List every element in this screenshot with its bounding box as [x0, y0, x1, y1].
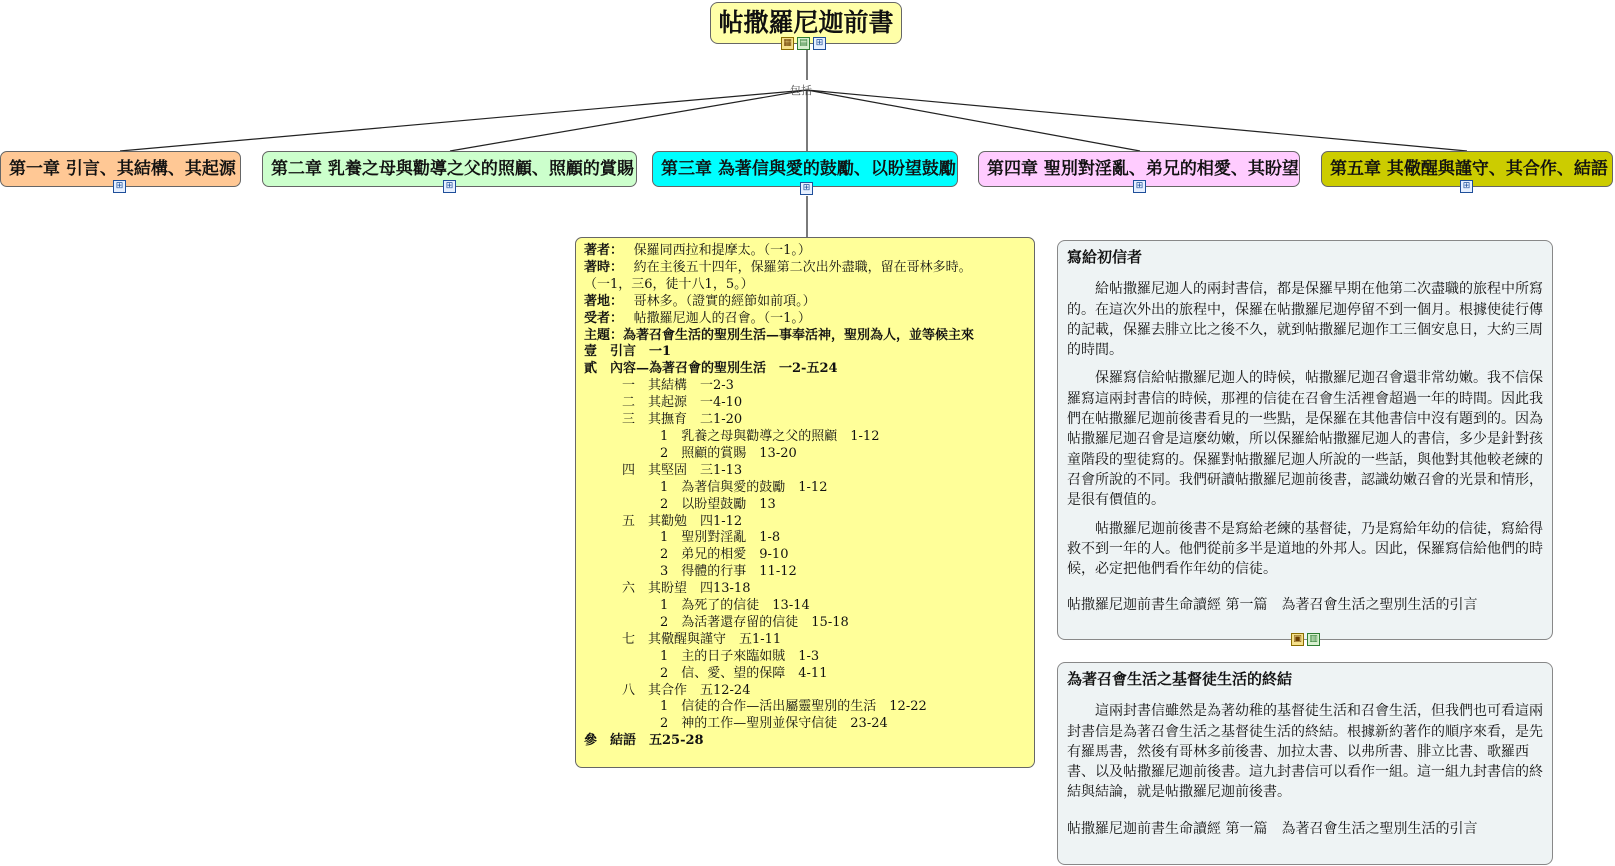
outline-line — [584, 683, 1026, 700]
outline-line — [584, 547, 1026, 564]
note-source: 帖撒羅尼迦前書生命讀經 第一篇 為著召會生活之聖別生活的引言 — [1067, 597, 1478, 614]
note-conclusion[interactable] — [1057, 662, 1553, 865]
outline-text: 1 聖別對淫亂 1-8 — [660, 530, 781, 546]
outline-line — [584, 361, 1026, 378]
outline-text: 2 神的工作—聖別並保守信徒 23-24 — [660, 716, 888, 732]
root-icons — [781, 37, 826, 50]
outline-line — [584, 328, 1026, 345]
outline-text: 1 主的日子來臨如賊 1-3 — [660, 648, 820, 664]
outline-line — [584, 598, 1026, 615]
outline-field-label: 受者： — [584, 310, 617, 326]
subtopics-icon[interactable]: ⊞ — [443, 180, 456, 193]
outline-line — [584, 564, 1026, 581]
outline-text: 貳 內容—為著召會的聖別生活 一2-五24 — [584, 361, 838, 377]
outline-field-label: 著者： — [584, 243, 617, 258]
chapter-3-label: 第三章 為著信與愛的鼓勵、以盼望鼓勵 — [661, 159, 956, 179]
outline-text: 六 其盼望 四13-18 — [622, 581, 751, 597]
outline-text: 2 為活著還存留的信徒 15-18 — [660, 614, 849, 630]
picture-icon[interactable]: ▦ — [781, 37, 794, 50]
note-beginners[interactable] — [1057, 240, 1553, 640]
outline-line — [584, 294, 1026, 311]
outline-text: 1 為著信與愛的鼓勵 1-12 — [660, 479, 828, 495]
note-paragraph: 保羅寫信給帖撒羅尼迦人的時候，帖撒羅尼迦召會還非常幼嫩。我不信保羅寫這兩封書信的時候，那裡的信徒在召會生活裡會超過一年的時間。因此我們在帖撒羅尼迦前後書看見的一些點，是保羅在其他書信中沒有題到的。因為帖撒羅尼迦召會是這麼幼嫩，所以保羅給帖撒羅尼迦人的書信，多少是針對孩童階段的聖徒寫的。保羅對帖撒羅尼迦人所說的一些話，與他對其他較老練的召會所說的不同。我們研讀帖撒羅尼迦前後書，認識幼嫩召會的光景和情形，是很有價值的。 — [1067, 370, 1543, 509]
outline-line — [584, 581, 1026, 598]
attachment-icon[interactable]: ▥ — [1307, 633, 1320, 646]
outline-text: 三 其撫育 二1-20 — [622, 412, 743, 428]
outline-text: 2 信、愛、望的保障 4-11 — [660, 665, 828, 681]
outline-line — [584, 344, 1026, 361]
outline-text: 約在主後五十四年，保羅第二次出外盡職，留在哥林多時。 — [633, 259, 972, 275]
outline-field-label: 著時： — [584, 259, 617, 275]
outline-text: （一1，三6，徒十八1，5。） — [584, 276, 754, 292]
outline-text: 七 其儆醒與謹守 五1-11 — [622, 631, 782, 647]
note-title: 為著召會生活之基督徒生活的終結 — [1067, 670, 1293, 688]
chapter-3-icons — [800, 182, 813, 195]
outline-text: 八 其合作 五12-24 — [622, 682, 751, 698]
outline-text: 帖撒羅尼迦人的召會。（一1。） — [633, 310, 811, 326]
note-title: 寫給初信者 — [1067, 248, 1143, 266]
outline-line — [584, 733, 1026, 750]
outline-line — [584, 446, 1026, 463]
chapter-2-icons — [443, 180, 456, 193]
outline-line — [584, 378, 1026, 395]
note-source: 帖撒羅尼迦前書生命讀經 第一篇 為著召會生活之聖別生活的引言 — [1067, 820, 1478, 837]
outline-line — [584, 412, 1026, 429]
outline-text: 2 以盼望鼓勵 13 — [660, 496, 776, 512]
outline-text: 1 信徒的合作—活出屬靈聖別的生活 12-22 — [660, 699, 927, 715]
subtopics-icon[interactable]: ⊞ — [813, 37, 826, 50]
outline-text: 二 其起源 一4-10 — [622, 395, 743, 411]
note-paragraph: 給帖撒羅尼迦人的兩封書信，都是保羅早期在他第二次盡職的旅程中所寫的。在這次外出的旅程中，保羅在帖撒羅尼迦停留不到一個月。根據使徒行傳的記載，保羅去腓立比之後不久，就到帖撒羅尼迦作工三個安息日，大約三周的時間。 — [1067, 281, 1543, 359]
subtopics-icon[interactable]: ⊞ — [1460, 180, 1473, 193]
outline-field-label: 著地： — [584, 293, 617, 309]
outline-line — [584, 615, 1026, 632]
outline-topic[interactable] — [575, 237, 1035, 768]
outline-line — [584, 395, 1026, 412]
outline-text: 3 得體的行事 11-12 — [660, 564, 797, 580]
outline-text: 四 其堅固 三1-13 — [622, 462, 743, 478]
outline-line — [584, 497, 1026, 514]
outline-line — [584, 649, 1026, 666]
outline-text: 2 弟兄的相愛 9-10 — [660, 547, 789, 563]
root-title: 帖撒羅尼迦前書 — [718, 8, 894, 37]
note-1-icons — [1291, 633, 1320, 646]
outline-line — [584, 666, 1026, 683]
connector-chapter-5 — [807, 90, 1467, 151]
connector-chapter-4 — [807, 90, 1140, 151]
outline-line — [584, 480, 1026, 497]
outline-line — [584, 514, 1026, 531]
outline-text: 壹 引言 一1 — [584, 344, 672, 360]
outline-text: 2 照顧的賞賜 13-20 — [660, 445, 797, 461]
subtopics-icon[interactable]: ⊞ — [113, 180, 126, 193]
outline-line — [584, 260, 1026, 277]
outline-text: 1 乳養之母與勸導之父的照顧 1-12 — [660, 428, 880, 444]
note-paragraph: 這兩封書信雖然是為著幼稚的基督徒生活和召會生活，但我們也可看這兩封書信是為著召會生活之基督徒生活的終結。根據新約著作的順序來看，是先有羅馬書，然後有哥林多前後書、加拉太書、以弗所書、腓立比書、歌羅西書、以及帖撒羅尼迦前後書。這九封書信可以看作一組。這一組九封書信的終結與結論，就是帖撒羅尼迦前後書。 — [1067, 703, 1543, 801]
outline-text: 1 為死了的信徒 13-14 — [660, 598, 810, 614]
sheet-icon[interactable]: ▤ — [797, 37, 810, 50]
chapter-2-label: 第二章 乳養之母與勸導之父的照顧、照顧的賞賜 — [271, 159, 634, 179]
image-icon[interactable]: ▣ — [1291, 633, 1304, 646]
subtopics-icon[interactable]: ⊞ — [800, 182, 813, 195]
connector-label: 包括 — [790, 84, 812, 97]
chapter-5-icons — [1460, 180, 1473, 193]
outline-line — [584, 699, 1026, 716]
connector-chapter-1 — [120, 90, 807, 151]
connector-chapter-2 — [450, 90, 807, 151]
outline-line — [584, 311, 1026, 328]
subtopics-icon[interactable]: ⊞ — [1133, 180, 1146, 193]
outline-line — [584, 716, 1026, 733]
chapter-1-label: 第一章 引言、其結構、其起源 — [9, 159, 236, 179]
outline-text: 保羅同西拉和提摩太。（一1。） — [633, 243, 811, 258]
outline-line — [584, 277, 1026, 294]
outline-line — [584, 632, 1026, 649]
outline-text: 哥林多。（證實的經節如前項。） — [633, 293, 816, 309]
note-paragraph: 帖撒羅尼迦前後書不是寫給老練的基督徒，乃是寫給年幼的信徒，寫給得救不到一年的人。他們從前多半是道地的外邦人。因此，保羅寫信給他們的時候，必定把他們看作年幼的信徒。 — [1067, 520, 1543, 578]
chapter-5-label: 第五章 其儆醒與謹守、其合作、結語 — [1330, 159, 1608, 179]
outline-text: 主題：為著召會生活的聖別生活—事奉活神，聖別為人，並等候主來 — [584, 327, 975, 343]
outline-line — [584, 243, 1026, 260]
outline-text: 五 其勸勉 四1-12 — [622, 513, 743, 529]
chapter-4-icons — [1133, 180, 1146, 193]
outline-text: 一 其結構 一2-3 — [622, 378, 734, 394]
outline-line — [584, 530, 1026, 547]
chapter-1-icons — [113, 180, 126, 193]
outline-line — [584, 463, 1026, 480]
outline-text: 參 結語 五25-28 — [584, 733, 704, 749]
outline-line — [584, 429, 1026, 446]
chapter-4-label: 第四章 聖別對淫亂、弟兄的相愛、其盼望 — [987, 159, 1299, 179]
